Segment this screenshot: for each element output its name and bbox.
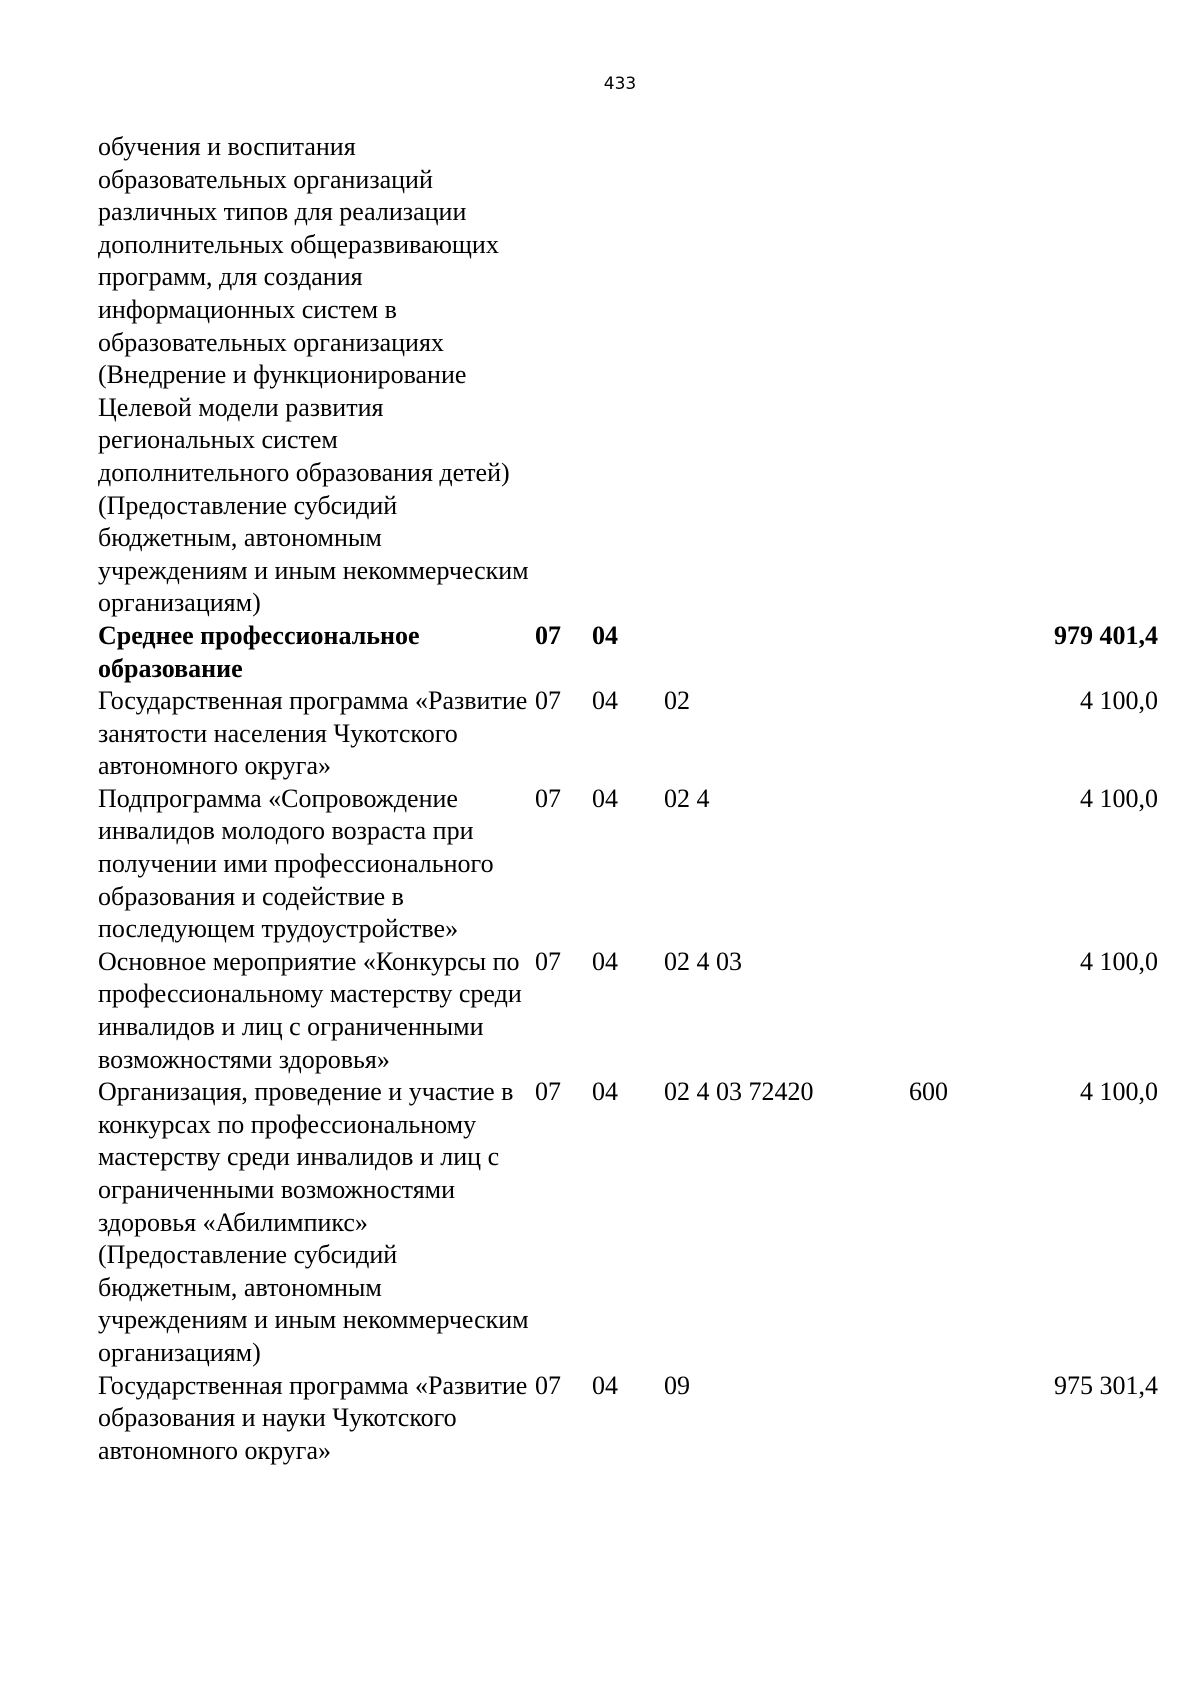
row-name: Государственная программа «Развитие занятости населения Чукотского автономного округа» bbox=[98, 686, 528, 781]
row-subsection-code: 04 bbox=[592, 783, 618, 813]
row-amount: 975 301,4 bbox=[1054, 1370, 1158, 1400]
row-name: обучения и воспитания образовательных организаций различных типов для реализации дополнительных общеразвивающих программ, для создания информационных систем в образовательных организациях (Внедрение и функционирование Целевой модели развития региональных систем дополнительного образования детей) (Предоставление субсидий бюджетным, автономным учреждениям и иным некоммерческим организациям) bbox=[98, 132, 529, 618]
budget-table bbox=[98, 131, 1158, 1467]
row-expense-type: 600 bbox=[909, 1077, 948, 1107]
table-row bbox=[98, 1370, 1158, 1468]
row-target-article: 02 bbox=[664, 686, 690, 716]
table-row-section-heading bbox=[98, 620, 1158, 685]
table-row bbox=[98, 783, 1158, 946]
row-amount: 4 100,0 bbox=[1080, 686, 1158, 716]
row-target-article: 02 4 bbox=[664, 783, 710, 813]
row-target-article: 02 4 03 bbox=[664, 946, 742, 976]
row-name: Среднее профессиональное образование bbox=[98, 620, 420, 683]
row-section-code: 07 bbox=[535, 946, 561, 976]
row-section-code: 07 bbox=[535, 1370, 561, 1400]
table-row bbox=[98, 131, 1158, 620]
table-row bbox=[98, 946, 1158, 1076]
row-section-code: 07 bbox=[535, 620, 561, 650]
row-name: Организация, проведение и участие в конкурсах по профессиональному мастерству среди инвалидов и лиц с ограниченными возможностями здоровья «Абилимпикс» (Предоставление субсидий бюджетным, автономным учреждениям и иным некоммерческим организациям) bbox=[98, 1077, 529, 1367]
row-target-article: 02 4 03 72420 bbox=[664, 1077, 814, 1107]
row-section-code: 07 bbox=[535, 1077, 561, 1107]
row-name: Подпрограмма «Сопровождение инвалидов молодого возраста при получении ими профессионального образования и содействие в последующем трудоустройстве» bbox=[98, 783, 494, 944]
row-target-article: 09 bbox=[664, 1370, 690, 1400]
row-subsection-code: 04 bbox=[592, 1077, 618, 1107]
table-row bbox=[98, 1076, 1158, 1369]
row-amount: 979 401,4 bbox=[1054, 620, 1158, 650]
row-section-code: 07 bbox=[535, 783, 561, 813]
row-subsection-code: 04 bbox=[592, 1370, 618, 1400]
row-name: Государственная программа «Развитие образования и науки Чукотского автономного округа» bbox=[98, 1370, 528, 1465]
row-section-code: 07 bbox=[535, 686, 561, 716]
row-amount: 4 100,0 bbox=[1080, 946, 1158, 976]
row-amount: 4 100,0 bbox=[1080, 783, 1158, 813]
row-amount: 4 100,0 bbox=[1080, 1077, 1158, 1107]
row-subsection-code: 04 bbox=[592, 620, 618, 650]
row-subsection-code: 04 bbox=[592, 686, 618, 716]
table-row bbox=[98, 685, 1158, 783]
row-name: Основное мероприятие «Конкурсы по профессиональному мастерству среди инвалидов и лиц с ограниченными возможностями здоровья» bbox=[98, 946, 522, 1074]
page-number: 433 bbox=[603, 74, 637, 94]
row-subsection-code: 04 bbox=[592, 946, 618, 976]
